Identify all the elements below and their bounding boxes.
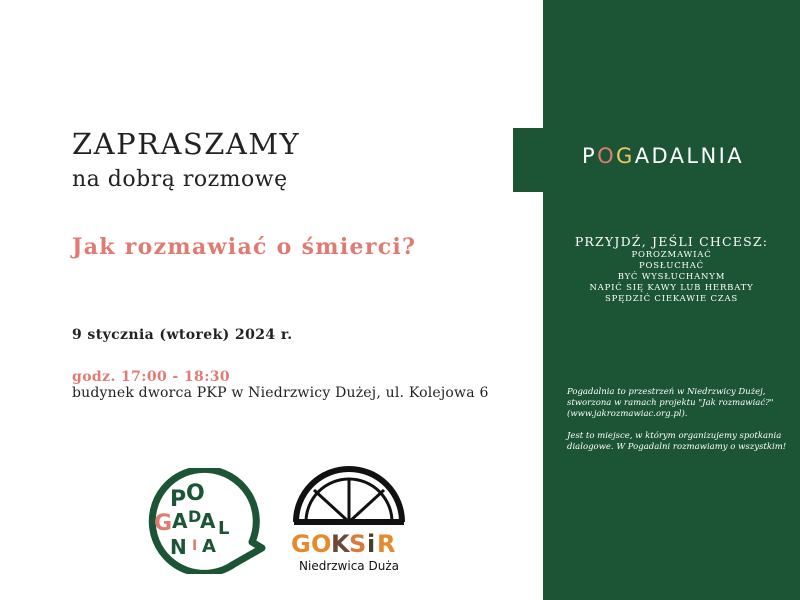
logo-letter: P — [170, 487, 187, 512]
about-section — [567, 387, 797, 464]
brand-letters-rest: ADALNIA — [634, 144, 745, 168]
logo-letter: A — [202, 536, 216, 557]
brand-name — [582, 144, 782, 168]
goksir-letter: K — [331, 530, 350, 558]
window-arch-icon — [294, 469, 404, 522]
invite-item: POROZMAWIAĆ — [631, 250, 712, 260]
logo-letter: O — [186, 481, 205, 506]
event-place: budynek dworca PKP w Niedrzwicy Dużej, ul. Kolejowa 6 — [72, 385, 489, 401]
logo-letter: G — [154, 511, 173, 536]
goksir-letter: O — [311, 530, 332, 558]
event-date: 9 stycznia (wtorek) 2024 r. — [72, 327, 293, 343]
logo-letter: L — [218, 518, 230, 539]
invite-section — [543, 234, 800, 305]
brand-letter-o: O — [597, 144, 617, 168]
invite-title: PRZYJDŹ, JEŚLI CHCESZ: — [574, 234, 769, 249]
page-title: ZAPRASZAMY — [72, 127, 301, 161]
brand-letter-g: G — [616, 144, 635, 168]
goksir-subtitle: Niedrzwica Duża — [299, 559, 399, 573]
logo-letter: D — [188, 507, 202, 526]
pogadalnia-logo — [142, 468, 267, 574]
invite-item: BYĆ WYSŁUCHANYM — [617, 272, 726, 282]
invite-item: POSŁUCHAĆ — [639, 261, 704, 271]
logo-letter: I — [192, 538, 198, 554]
event-time: godz. 17:00 - 18:30 — [72, 369, 231, 385]
logo-letter: A — [200, 509, 216, 533]
page-subtitle: na dobrą rozmowę — [72, 167, 288, 192]
logo-letter: N — [170, 535, 187, 559]
brand-letter-p: P — [582, 144, 598, 168]
goksir-logo — [284, 460, 414, 580]
goksir-letter: i — [367, 530, 376, 558]
about-paragraph-1: Pogadalnia to przestrzeń w Niedrzwicy Dużej, stworzona w ramach projektu "Jak rozmawiać?" (www.jakrozmawiac.org.pl). — [567, 387, 774, 419]
goksir-letter: G — [291, 530, 311, 558]
goksir-letter: R — [377, 530, 396, 558]
invite-item: NAPIĆ SIĘ KAWY LUB HERBATY — [589, 283, 754, 293]
goksir-letter: S — [349, 530, 367, 558]
invite-item: SPĘDZIĆ CIEKAWIE CZAS — [604, 294, 739, 304]
about-paragraph-2: Jest to miejsce, w którym organizujemy spotkania dialogowe. W Pogadalni rozmawiamy o wszystkim! — [567, 431, 787, 452]
logo-letter: A — [172, 509, 188, 533]
event-topic: Jak rozmawiać o śmierci? — [72, 234, 417, 260]
invite-list — [543, 250, 800, 305]
